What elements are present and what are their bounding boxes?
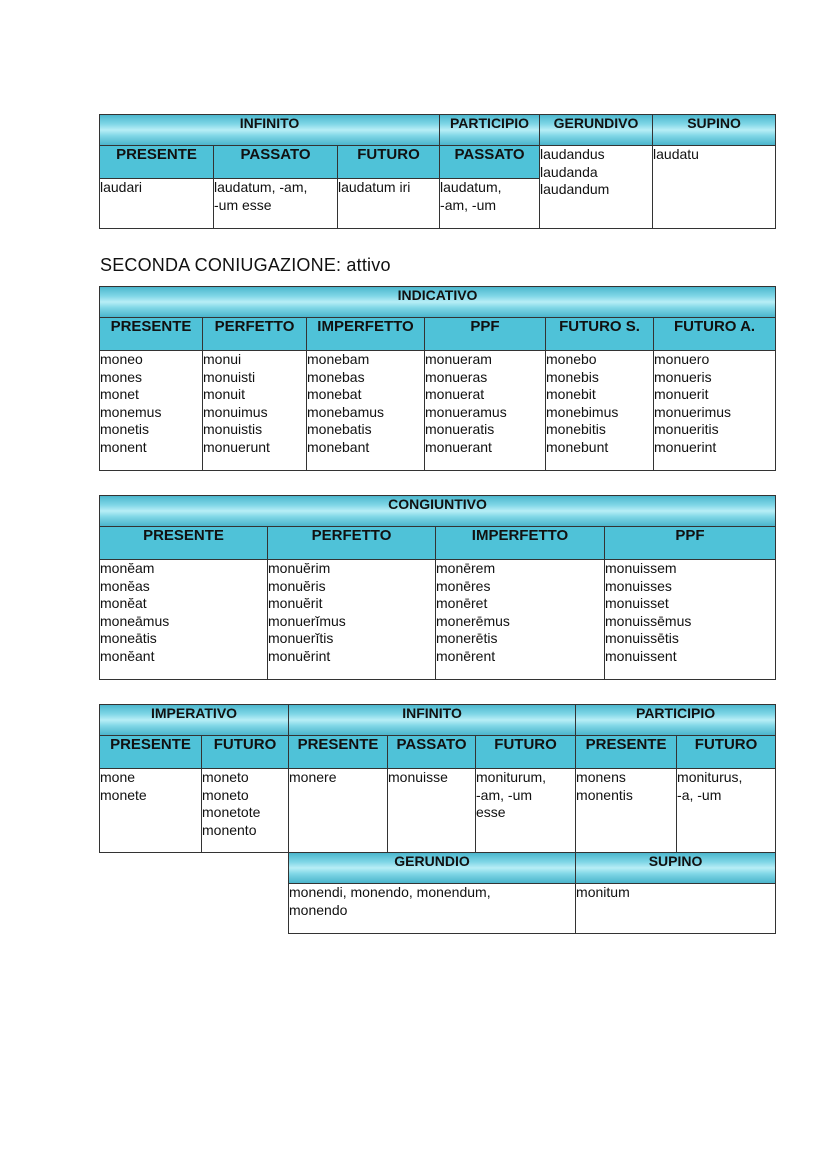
- participio-cell: laudatum, -am, -um: [440, 179, 540, 229]
- imperativo-header: IMPERATIVO: [100, 705, 289, 736]
- gerundio-header: GERUNDIO: [289, 853, 576, 884]
- ind-header-perfetto: PERFETTO: [203, 318, 307, 351]
- first-passive-table: [99, 114, 776, 229]
- congiuntivo-title: CONGIUNTIVO: [100, 496, 776, 527]
- presente-cell: laudari: [100, 179, 214, 229]
- passato-cell: laudatum, -am, -um esse: [214, 179, 338, 229]
- ind-cell-presente: moneo mones monet monemus monetis monent: [100, 351, 203, 471]
- inf-presente-cell: monere: [289, 769, 388, 853]
- imp-presente-cell: mone monete: [100, 769, 202, 853]
- futuro-cell: laudatum iri: [338, 179, 440, 229]
- ind-header-futuro-s: FUTURO S.: [546, 318, 654, 351]
- infinito-header: INFINITO: [100, 115, 440, 146]
- participio-header-2: PARTICIPIO: [576, 705, 776, 736]
- part-futuro-header: FUTURO: [677, 736, 776, 769]
- imp-futuro-cell: moneto moneto monetote monento: [202, 769, 289, 853]
- gerundivo-cell: laudandus laudanda laudandum: [540, 146, 653, 229]
- imp-futuro-header: FUTURO: [202, 736, 289, 769]
- supino-cell: laudatu: [653, 146, 776, 229]
- indicativo-table: [99, 286, 776, 471]
- cong-header-ppf: PPF: [605, 527, 776, 560]
- cong-cell-imperfetto: monērem monēres monēret monerēmus monerētis monērent: [436, 560, 605, 680]
- cong-cell-presente: monĕam monĕas monĕat moneāmus moneātis monĕant: [100, 560, 268, 680]
- ind-header-ppf: PPF: [425, 318, 546, 351]
- cong-header-presente: PRESENTE: [100, 527, 268, 560]
- ind-cell-futuro-s: monebo monebis monebit monebimus monebitis monebunt: [546, 351, 654, 471]
- inf-presente-header: PRESENTE: [289, 736, 388, 769]
- part-presente-header: PRESENTE: [576, 736, 677, 769]
- indicativo-title: INDICATIVO: [100, 287, 776, 318]
- supino-header: SUPINO: [653, 115, 776, 146]
- ind-header-futuro-a: FUTURO A.: [654, 318, 776, 351]
- supino-header-2: SUPINO: [576, 853, 776, 884]
- futuro-header: FUTURO: [338, 146, 440, 179]
- gerundivo-header: GERUNDIVO: [540, 115, 653, 146]
- participio-passato-header: PASSATO: [440, 146, 540, 179]
- cong-header-perfetto: PERFETTO: [268, 527, 436, 560]
- ind-cell-ppf: monueram monueras monuerat monueramus monueratis monuerant: [425, 351, 546, 471]
- part-presente-cell: monens monentis: [576, 769, 677, 853]
- imp-presente-header: PRESENTE: [100, 736, 202, 769]
- part-futuro-cell: moniturus, -a, -um: [677, 769, 776, 853]
- ind-header-presente: PRESENTE: [100, 318, 203, 351]
- ind-header-imperfetto: IMPERFETTO: [307, 318, 425, 351]
- participio-header: PARTICIPIO: [440, 115, 540, 146]
- infinito-header-2: INFINITO: [289, 705, 576, 736]
- gerundio-cell: monendi, monendo, monendum, monendo: [289, 884, 576, 934]
- inf-passato-cell: monuisse: [388, 769, 476, 853]
- cong-header-imperfetto: IMPERFETTO: [436, 527, 605, 560]
- congiuntivo-table: [99, 495, 776, 680]
- section-title: SECONDA CONIUGAZIONE: attivo: [100, 255, 391, 275]
- passato-header: PASSATO: [214, 146, 338, 179]
- ind-cell-perfetto: monui monuisti monuit monuimus monuistis monuerunt: [203, 351, 307, 471]
- inf-futuro-cell: moniturum, -am, -um esse: [476, 769, 576, 853]
- inf-futuro-header: FUTURO: [476, 736, 576, 769]
- cong-cell-ppf: monuissem monuisses monuisset monuissēmus monuissētis monuissent: [605, 560, 776, 680]
- inf-passato-header: PASSATO: [388, 736, 476, 769]
- presente-header: PRESENTE: [100, 146, 214, 179]
- ind-cell-futuro-a: monuero monueris monuerit monuerimus monueritis monuerint: [654, 351, 776, 471]
- supino-cell-2: monitum: [576, 884, 776, 934]
- cong-cell-perfetto: monuĕrim monuĕris monuĕrit monuerĭmus monuerĭtis monuĕrint: [268, 560, 436, 680]
- modi-table: [99, 704, 776, 934]
- ind-cell-imperfetto: monebam monebas monebat monebamus monebatis monebant: [307, 351, 425, 471]
